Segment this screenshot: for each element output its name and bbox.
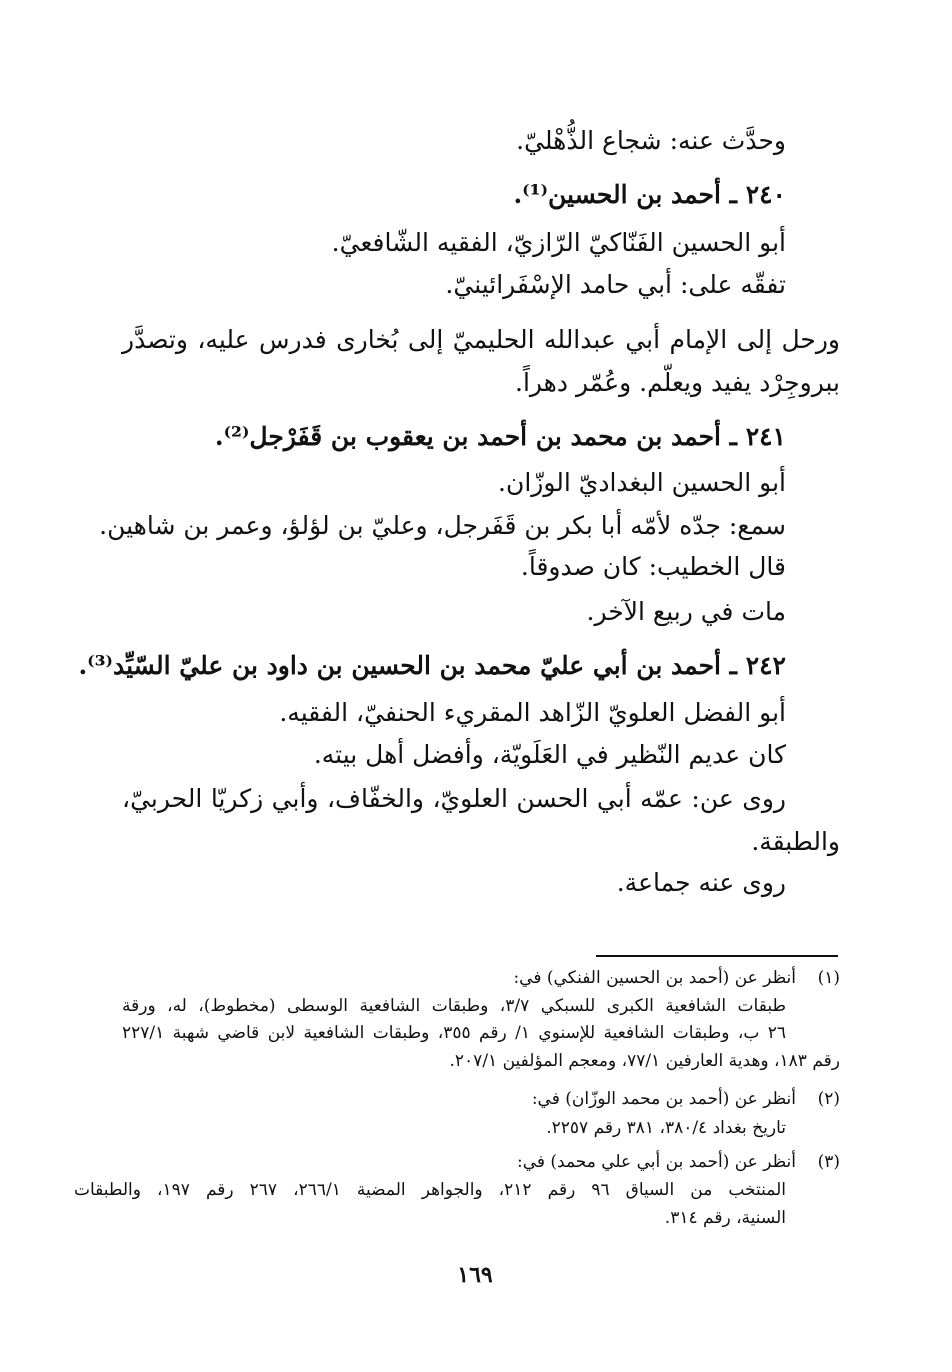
body-line: أبو الحسين البغداديّ الوزّان. (498, 468, 786, 497)
page-number: ١٦٩ (457, 1262, 493, 1288)
body-line: روى عنه جماعة. (616, 868, 786, 897)
footnote-separator (596, 955, 838, 957)
body-line: وحدَّث عنه: شجاع الذُّهْليّ. (516, 126, 786, 155)
footnote-line: أنظر عن (أحمد بن الحسين الفنكي) في: (513, 968, 796, 988)
entry-241-heading: ٢٤١ ـ أحمد بن محمد بن أحمد بن يعقوب بن قَفَرْجل⁽²⁾. (214, 422, 786, 451)
footnote-line: تاريخ بغداد ٣٨٠/٤، ٣٨١ رقم ٢٢٥٧. (546, 1118, 786, 1138)
body-line: تفقّه على: أبي حامد الإسْفَرائينيّ. (445, 270, 786, 299)
entry-242-heading: ٢٤٢ ـ أحمد بن أبي عليّ محمد بن الحسين بن داود بن عليّ السّيِّد⁽³⁾. (78, 651, 786, 680)
body-line: سمع: جدّه لأمّه أبا بكر بن قَفَرجل، وعليّ بن لؤلؤ، وعمر بن شاهين. (99, 511, 786, 540)
entry-240-heading: ٢٤٠ ـ أحمد بن الحسين⁽¹⁾. (513, 180, 786, 209)
body-line: ورحل إلى الإمام أبي عبدالله الحليميّ إلى بُخارى فدرس عليه، وتصدَّر (122, 325, 840, 354)
footnote-line: أنظر عن (أحمد بن أبي علي محمد) في: (516, 1152, 796, 1172)
footnote-line: ٢٦ ب، وطبقات الشافعية للإسنوي ١/ رقم ٣٥٥، وطبقات الشافعية لابن قاضي شهبة ٢٢٧/١ (122, 1023, 786, 1043)
footnote-line: أنظر عن (أحمد بن محمد الوزّان) في: (531, 1089, 796, 1109)
footnote-line: طبقات الشافعية الكبرى للسبكي ٣/٧، وطبقات الشافعية الوسطى (مخطوط)، له، ورقة (122, 996, 786, 1016)
footnote-line: المنتخب من السياق ٩٦ رقم ٢١٢، والجواهر المضية ٢٦٦/١، ٢٦٧ رقم ١٩٧، والطبقات (74, 1180, 787, 1200)
body-line: ببروجِرْد يفيد ويعلّم. وعُمّر دهراً. (515, 368, 840, 397)
body-line: والطبقة. (751, 827, 840, 856)
footnote-line: رقم ١٨٣، وهدية العارفين ٧٧/١، ومعجم المؤلفين ٢٠٧/١. (449, 1051, 840, 1071)
body-line: مات في ربيع الآخر. (586, 597, 786, 626)
body-line: روى عن: عمّه أبي الحسن العلويّ، والخفّاف، وأبي زكريّا الحربيّ، (122, 784, 786, 813)
body-line: أبو الفضل العلويّ الزّاهد المقريء الحنفيّ، الفقيه. (279, 698, 786, 727)
footnote-line: السنية، رقم ٣١٤. (664, 1208, 786, 1228)
footnote-number: (٢) (817, 1089, 840, 1109)
footnote-number: (١) (817, 968, 840, 988)
body-line: كان عديم النّظير في العَلَويّة، وأفضل أهل بيته. (313, 740, 786, 769)
body-line: أبو الحسين الفَنّاكيّ الرّازيّ، الفقيه الشّافعيّ. (331, 228, 786, 257)
body-line: قال الخطيب: كان صدوقاً. (520, 552, 786, 581)
footnote-number: (٣) (817, 1152, 840, 1172)
